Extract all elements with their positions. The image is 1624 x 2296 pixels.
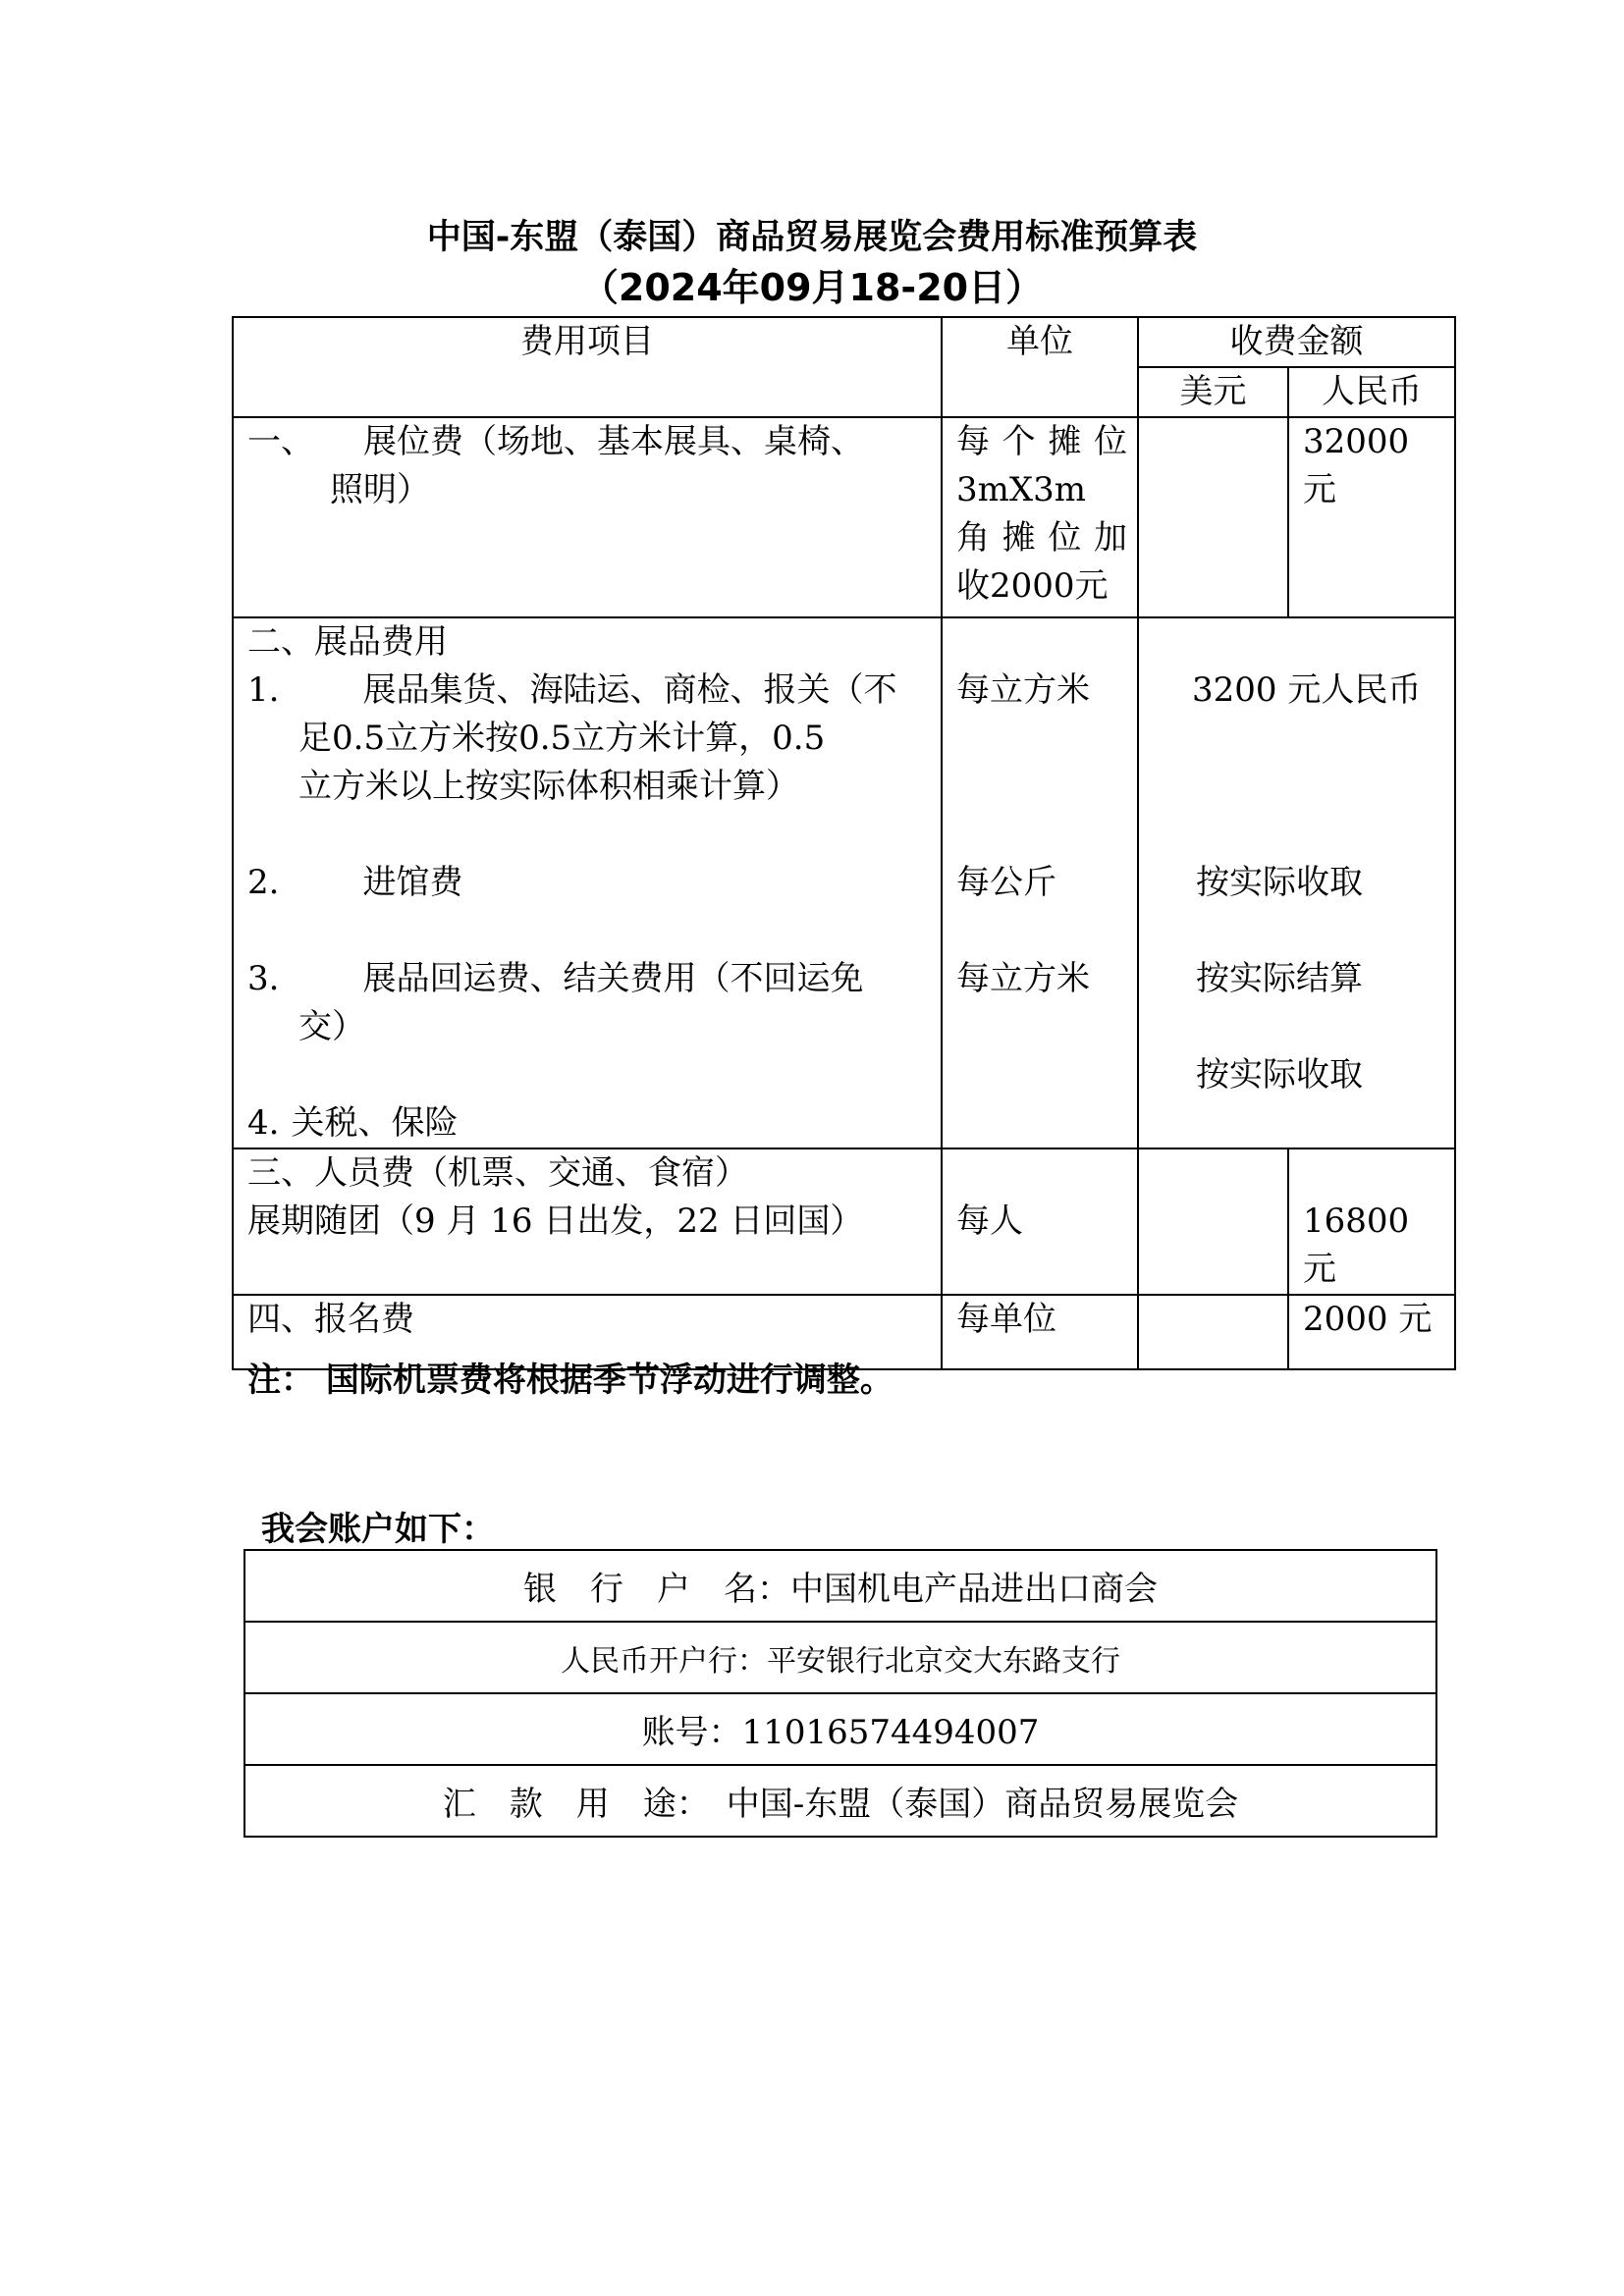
row-exhibit-fees-units bbox=[942, 617, 1138, 1148]
row-personnel-item bbox=[233, 1148, 942, 1295]
exhibit-item-3-amount: 按实际结算 bbox=[1196, 959, 1363, 998]
personnel-rmb: 16800 元 bbox=[1303, 1201, 1410, 1289]
exhibit-item-1-text-b: 足0.5立方米按0.5立方米计算，0.5 bbox=[298, 719, 826, 758]
row-personnel-unit bbox=[942, 1148, 1138, 1295]
row-booth-fee-unit bbox=[942, 417, 1138, 617]
row-booth-fee-text-b: 照明） bbox=[330, 470, 430, 509]
document-title: 中国-东盟（泰国）商品贸易展览会费用标准预算表 bbox=[426, 218, 1198, 257]
row-exhibit-fees-amounts bbox=[1138, 617, 1455, 1148]
account-label: 我会账户如下： bbox=[261, 1510, 495, 1549]
row-booth-fee-num: 一、 bbox=[247, 422, 314, 461]
header-rmb: 人民币 bbox=[1288, 367, 1455, 417]
exhibit-item-3-text-b: 交） bbox=[298, 1007, 365, 1046]
row-exhibit-fees-items bbox=[233, 617, 942, 1148]
row-personnel-rmb bbox=[1288, 1148, 1455, 1295]
document-date: （2024年09月18-20日） bbox=[580, 266, 1044, 309]
header-usd: 美元 bbox=[1138, 367, 1288, 417]
exhibit-fees-heading: 二、展品费用 bbox=[247, 622, 448, 662]
row-personnel-usd bbox=[1138, 1148, 1288, 1295]
personnel-line2: 展期随团（9 月 16 日出发，22 日回国） bbox=[247, 1201, 864, 1241]
account-number: 账号：11016574494007 bbox=[244, 1693, 1436, 1765]
exhibit-item-1-amount: 3200 元人民币 bbox=[1192, 670, 1422, 710]
exhibit-item-1-text-a: 展品集货、海陆运、商检、报关（不 bbox=[362, 670, 897, 710]
row-registration-usd bbox=[1138, 1295, 1288, 1369]
exhibit-item-num: 3. bbox=[247, 959, 280, 998]
personnel-unit: 每人 bbox=[956, 1201, 1023, 1241]
row-registration-rmb: 2000 元 bbox=[1288, 1295, 1455, 1369]
exhibit-item-3-unit: 每立方米 bbox=[956, 959, 1090, 998]
account-name: 银 行 户 名：中国机电产品进出口商会 bbox=[244, 1550, 1436, 1622]
row-booth-fee-rmb: 32000 元 bbox=[1288, 417, 1455, 617]
account-bank: 人民币开户行：平安银行北京交大东路支行 bbox=[244, 1622, 1436, 1693]
row-booth-fee-text-a: 展位费（场地、基本展具、桌椅、 bbox=[363, 422, 864, 461]
account-purpose: 汇 款 用 途： 中国-东盟（泰国）商品贸易展览会 bbox=[244, 1765, 1436, 1837]
booth-unit-line: 收2000元 bbox=[956, 566, 1109, 606]
exhibit-item-4-text: 关税、保险 bbox=[291, 1103, 459, 1143]
booth-unit-line: 3mX3m bbox=[956, 470, 1086, 509]
exhibit-item-1-text-c: 立方米以上按实际体积相乘计算） bbox=[298, 767, 799, 806]
header-item: 费用项目 bbox=[233, 317, 942, 417]
exhibit-item-3-text-a: 展品回运费、结关费用（不回运免 bbox=[362, 959, 864, 998]
exhibit-item-2-unit: 每公斤 bbox=[956, 863, 1056, 902]
account-table bbox=[244, 1549, 1437, 1838]
row-booth-fee-item bbox=[233, 417, 942, 617]
booth-unit-line: 角摊位加 bbox=[956, 518, 1127, 558]
row-booth-fee-usd bbox=[1138, 417, 1288, 617]
exhibit-item-4-amount: 按实际收取 bbox=[1196, 1055, 1363, 1095]
header-amount: 收费金额 bbox=[1138, 317, 1455, 367]
header-unit: 单位 bbox=[942, 317, 1138, 417]
row-registration-item: 四、报名费 bbox=[233, 1295, 942, 1369]
exhibit-item-num: 2. bbox=[247, 863, 280, 902]
exhibit-item-num: 1. bbox=[247, 670, 280, 710]
exhibit-item-num: 4. bbox=[247, 1103, 280, 1143]
exhibit-item-2-text: 进馆费 bbox=[362, 863, 463, 902]
fee-table bbox=[232, 316, 1456, 1370]
exhibit-item-1-unit: 每立方米 bbox=[956, 670, 1090, 710]
booth-unit-line: 每个摊位 bbox=[956, 422, 1127, 461]
personnel-line1: 三、人员费（机票、交通、食宿） bbox=[247, 1153, 748, 1193]
row-registration-unit: 每单位 bbox=[942, 1295, 1138, 1369]
note: 注： 国际机票费将根据季节浮动进行调整。 bbox=[247, 1361, 893, 1400]
exhibit-item-2-amount: 按实际收取 bbox=[1196, 863, 1363, 902]
